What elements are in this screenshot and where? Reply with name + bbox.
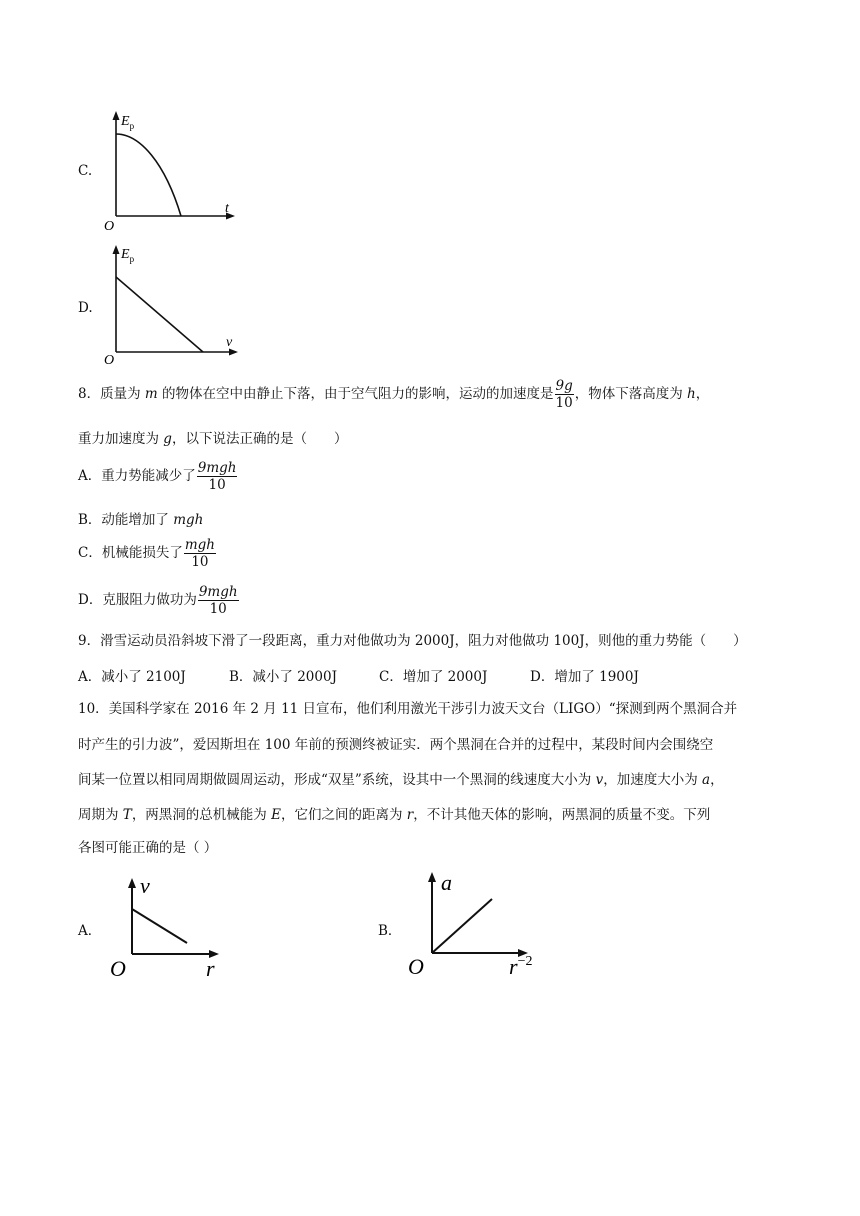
graph-a-origin: O: [110, 956, 126, 981]
q8-stem-line1: 8．质量为 m 的物体在空中由静止下落，由于空气阻力的影响，运动的加速度是 $\frac{9g}{10}$ ，物体下落高度为 h，: [78, 378, 710, 412]
graph-a-y-label: v: [140, 873, 150, 898]
graph-b-x-label: $r^{-2}$: [509, 954, 533, 979]
q10-option-b-label: B．: [378, 923, 402, 939]
q8-option-a: A．重力势能减少了 $\frac{\text{9mgh}}{10}$: [78, 460, 237, 494]
graph-c-origin: O: [104, 219, 115, 233]
graph-d-origin: O: [104, 353, 115, 366]
q8-stem-line2: 重力加速度为 g，以下说法正确的是（ ）: [78, 431, 348, 447]
graph-a: [105, 873, 235, 983]
graph-b: [405, 866, 555, 981]
q9-option-b: B．减小了 2000J: [229, 669, 337, 685]
q9-option-d: D．增加了 1900J: [530, 669, 639, 685]
graph-c-y-label: $E_p$: [121, 114, 135, 131]
q8-acc-fraction: $\frac{9g}{10}$: [555, 378, 573, 412]
option-c-label: C.: [78, 163, 93, 179]
graph-a-x-label: r: [206, 956, 215, 981]
q10-line2: 时产生的引力波”，爱因斯坦在 100 年前的预测终被证实．两个黑洞在合并的过程中，某段时间内会围绕空: [78, 737, 714, 753]
q8-option-c: C．机械能损失了 $\frac{\text{mgh}}{10}$: [78, 537, 215, 571]
q8-option-d: D．克服阻力做功为 $\frac{\text{9mgh}}{10}$: [78, 584, 238, 618]
graph-c: [95, 108, 255, 233]
q9-option-c: C．增加了 2000J: [379, 669, 488, 685]
graph-d-y-label: $E_p$: [121, 247, 135, 264]
q10-line3: 间某一位置以相同周期做圆周运动，形成“双星”系统，设其中一个黑洞的线速度大小为 v，加速度大小为 a，: [78, 772, 724, 788]
q10-option-a-label: A．: [78, 923, 102, 939]
graph-d: [95, 240, 255, 366]
q10-line5: 各图可能正确的是（ ）: [78, 840, 218, 856]
graph-c-x-label: t: [225, 201, 229, 216]
graph-b-y-label: a: [441, 870, 452, 895]
option-d-label: D.: [78, 300, 93, 316]
q10-line1: 10．美国科学家在 2016 年 2 月 11 日宣布，他们利用激光干涉引力波天文台（LIGO）“探测到两个黑洞合并: [78, 701, 738, 717]
q9-option-a: A．减小了 2100J: [78, 669, 186, 685]
q10-line4: 周期为 T，两黑洞的总机械能为 E，它们之间的距离为 r，不计其他天体的影响，两黑洞的质量不变。下列: [78, 807, 711, 823]
graph-d-x-label: v: [226, 335, 233, 350]
graph-b-origin: O: [408, 954, 424, 979]
q8-option-b: B．动能增加了 mgh: [78, 512, 204, 528]
q9-stem: 9．滑雪运动员沿斜坡下滑了一段距离，重力对他做功为 2000J，阻力对他做功 100J，则他的重力势能（ ）: [78, 633, 747, 649]
